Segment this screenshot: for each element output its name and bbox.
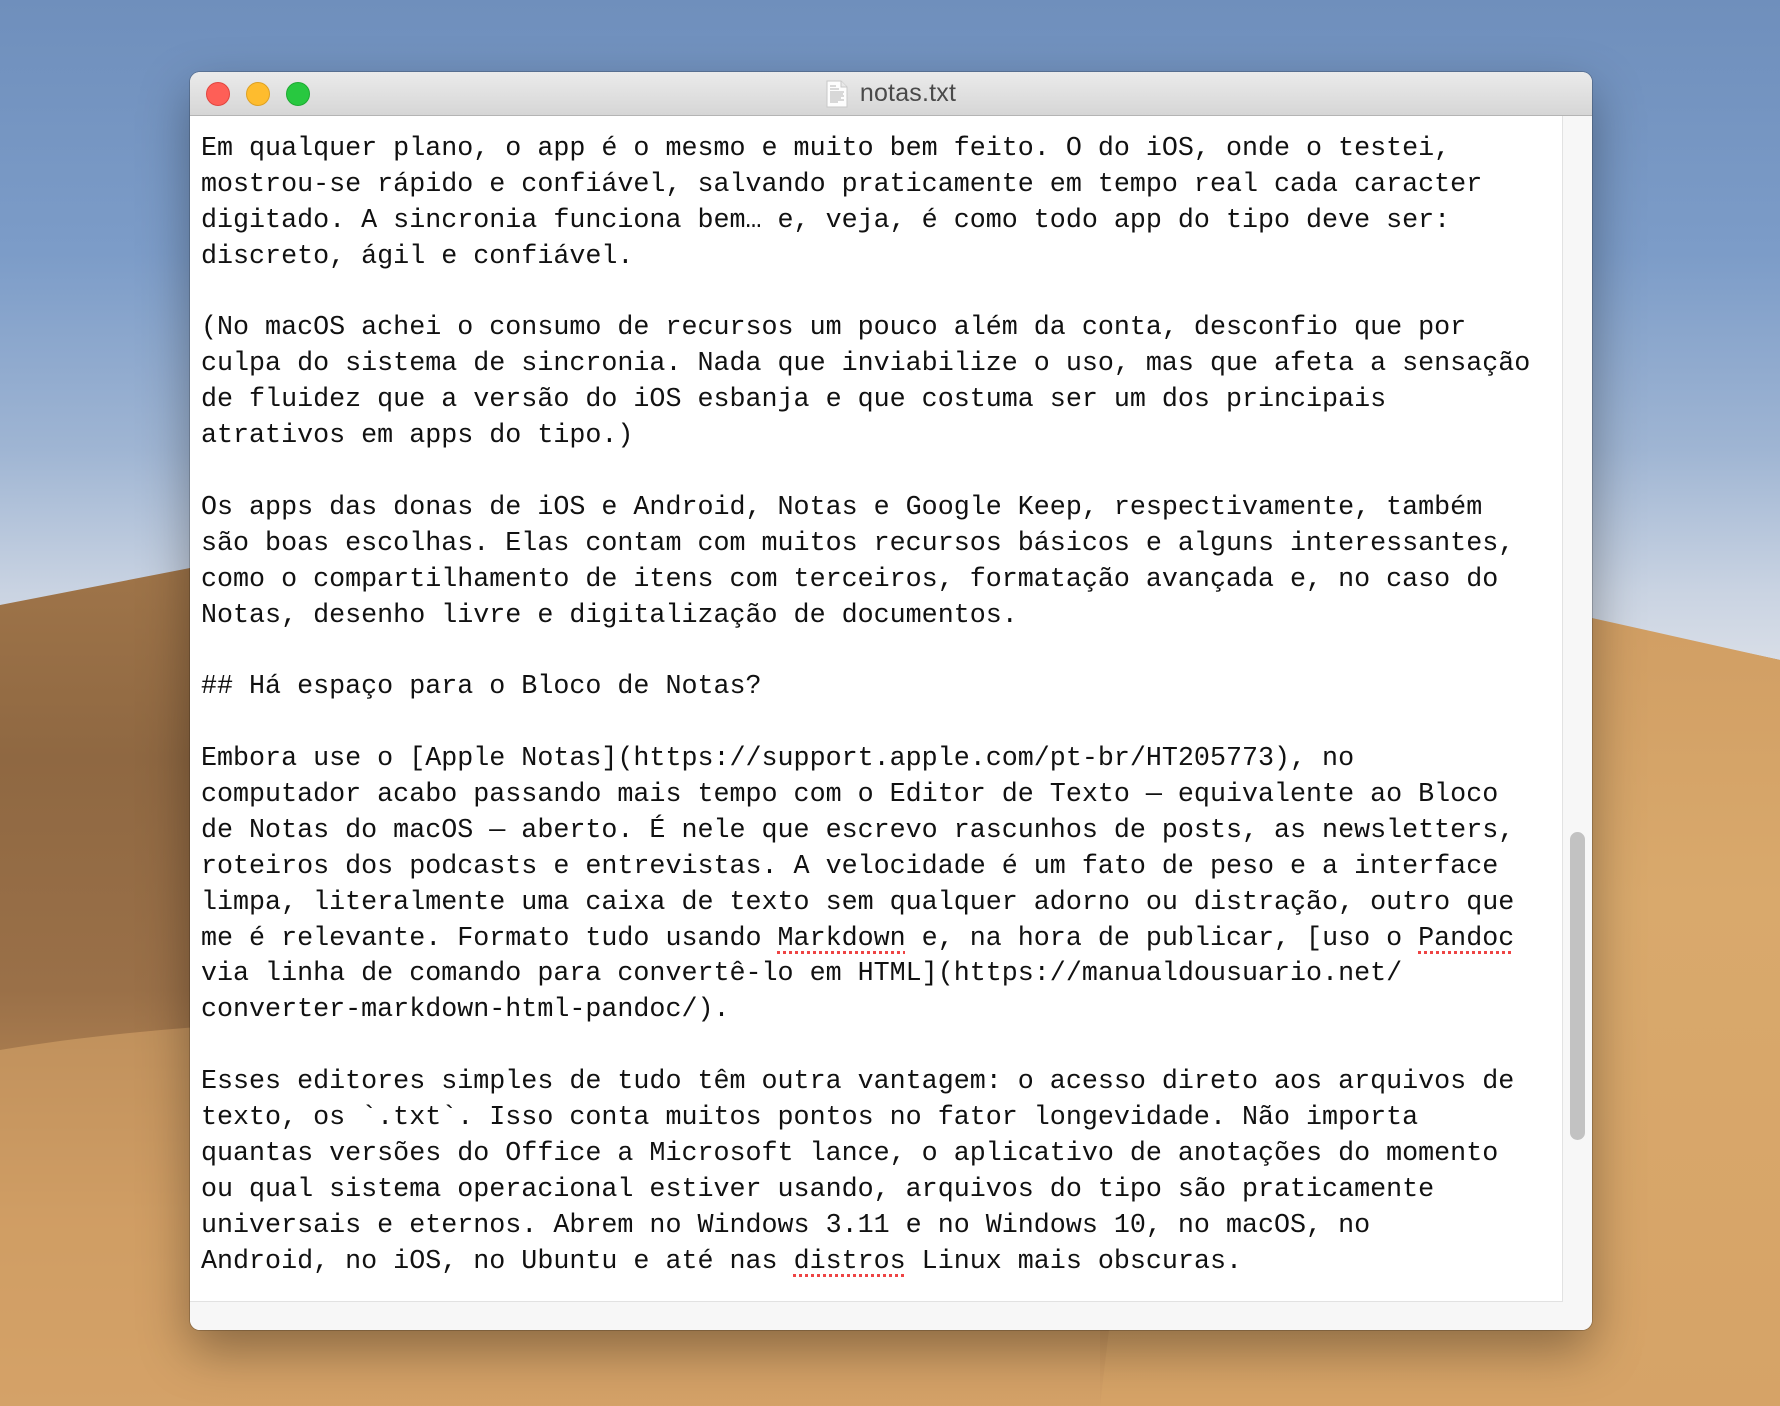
text-segment: quantas versões do Office a Microsoft lance, o aplicativo de anotações do momento [201,1138,1499,1169]
text-segment: Em qualquer plano, o app é o mesmo e muito bem feito. O do iOS, onde o testei, [201,134,1451,164]
text-line [201,347,1530,383]
text-segment: Notas, desenho livre e digitalização de documentos. [201,600,1018,631]
text-line [201,778,1530,814]
text-segment: Linux mais obscuras. [905,1246,1242,1277]
text-segment: são boas escolhas. Elas contam com muitos recursos básicos e alguns interessantes, [201,528,1515,559]
text-segment: culpa do sistema de sincronia. Nada que inviabilize o uso, mas que afeta a sensação [201,349,1531,380]
text-line [201,240,1530,276]
text-segment: Embora use o [Apple Notas](https://support.apple.com/pt-br/HT205773), no [201,744,1355,775]
text-segment: ou qual sistema operacional estiver usando, arquivos do tipo são praticamente [201,1174,1435,1205]
text-line [201,814,1530,850]
text-segment: computador acabo passando mais tempo com o Editor de Texto — equivalente ao Bloco [201,780,1499,811]
text-line [201,311,1530,347]
text-line [201,993,1530,1029]
scrollbar-thumb[interactable] [1570,832,1585,1140]
text-line [201,1101,1530,1137]
text-segment: limpa, literalmente uma caixa de texto sem qualquer adorno ou distração, outro que [201,887,1515,918]
text-line [201,922,1530,958]
text-line [201,706,1530,742]
vertical-scrollbar[interactable] [1563,116,1592,1330]
misspelled-word: distros [793,1246,906,1277]
text-line [201,204,1530,240]
text-segment: universais e eternos. Abrem no Windows 3.11 e no Windows 10, no macOS, no [201,1210,1371,1241]
text-segment: mostrou-se rápido e confiável, salvando praticamente em tempo real cada caracter [201,169,1483,200]
text-line [201,455,1530,491]
text-line [201,1245,1530,1281]
text-line [201,383,1530,419]
text-segment: me é relevante. Formato tudo usando [201,923,778,954]
text-line [201,527,1530,563]
text-segment: Os apps das donas de iOS e Android, Notas e Google Keep, respectivamente, também [201,492,1483,523]
text-segment: Android, no iOS, no Ubuntu e até nas [201,1246,794,1277]
text-line [201,742,1530,778]
text-segment: digitado. A sincronia funciona bem… e, veja, é como todo app do tipo deve ser: [201,205,1451,236]
text-document-icon[interactable] [826,80,848,108]
text-line [201,1173,1530,1209]
text-line [201,599,1530,635]
text-segment: Esses editores simples de tudo têm outra vantagem: o acesso direto aos arquivos de [201,1067,1515,1098]
bottom-margin [190,1302,1563,1330]
document-text[interactable] [201,132,1530,1281]
text-editor-area[interactable] [190,116,1563,1302]
text-segment: e, na hora de publicar, [uso o [905,923,1419,954]
text-segment: como o compartilhamento de itens com terceiros, formatação avançada e, no caso do [201,564,1499,595]
text-line [201,850,1530,886]
text-segment: converter-markdown-html-pandoc/). [201,995,730,1026]
text-line [201,1209,1530,1245]
text-segment: (No macOS achei o consumo de recursos um pouco além da conta, desconfio que por [201,313,1467,344]
text-line [201,670,1530,706]
text-editor-window [190,72,1592,1330]
text-line [201,168,1530,204]
text-segment: de fluidez que a versão do iOS esbanja e que costuma ser um dos principais [201,385,1387,416]
misspelled-word: Markdown [777,923,906,954]
text-line [201,563,1530,599]
text-segment: de Notas do macOS — aberto. É nele que escrevo rascunhos de posts, as newsletters, [201,815,1515,846]
text-segment: roteiros dos podcasts e entrevistas. A velocidade é um fato de peso e a interface [201,851,1499,882]
text-line [201,957,1530,993]
misspelled-word: Pandoc [1418,923,1515,954]
window-title: notas.txt [859,79,957,107]
text-segment: texto, os `.txt`. Isso conta muitos pontos no fator longevidade. Não importa [201,1103,1419,1134]
text-line [201,419,1530,455]
text-segment: ## Há espaço para o Bloco de Notas? [201,672,762,703]
text-line [201,132,1530,168]
title-bar[interactable] [190,72,1592,116]
window-title-group [190,72,1592,115]
text-line [201,1137,1530,1173]
text-segment: discreto, ágil e confiável. [201,241,634,272]
text-line [201,276,1530,312]
text-line [201,886,1530,922]
text-line [201,491,1530,527]
text-line [201,1029,1530,1065]
text-line [201,634,1530,670]
text-line [201,1065,1530,1101]
text-segment: via linha de comando para convertê-lo em HTML](https://manualdousuario.net/ [201,959,1403,990]
text-segment: atrativos em apps do tipo.) [201,421,634,452]
